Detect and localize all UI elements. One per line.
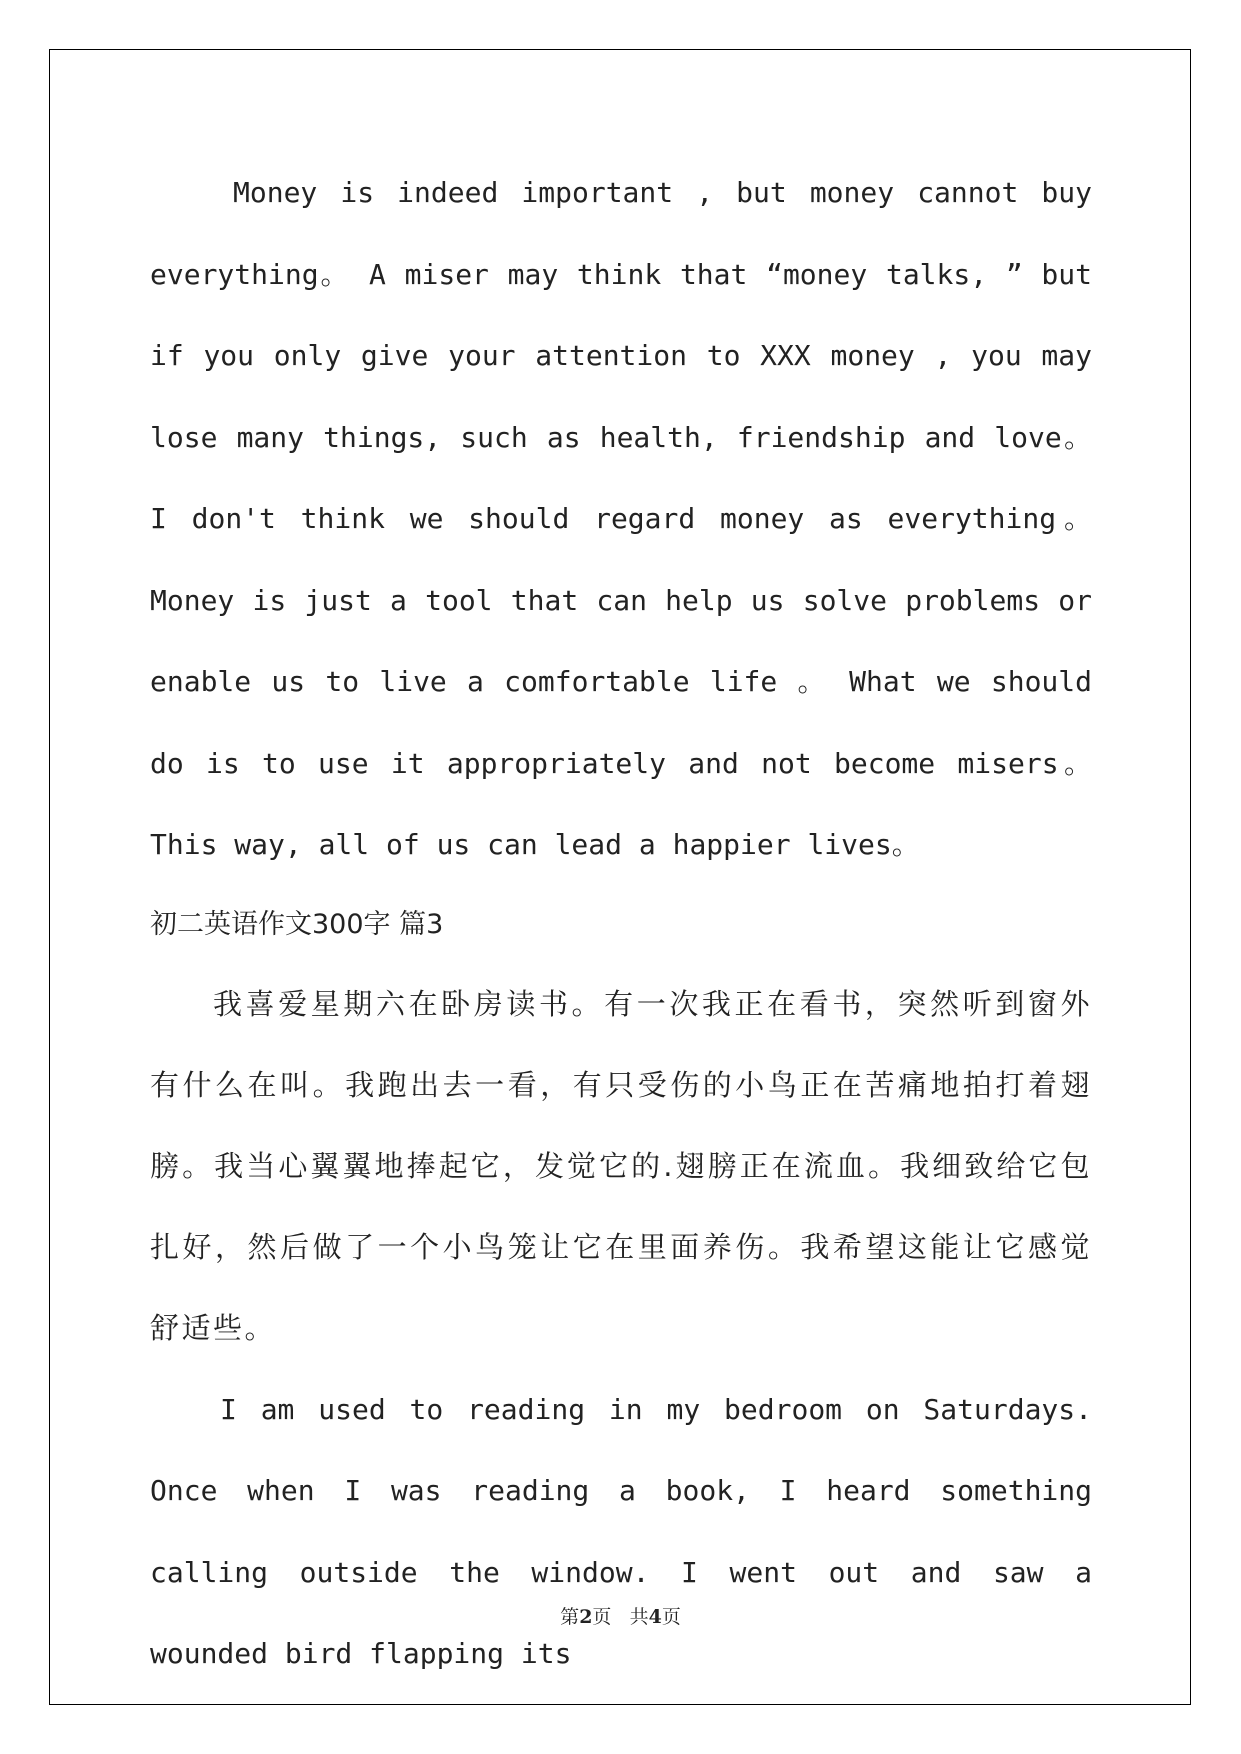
document-body <box>150 152 1092 1695</box>
footer-total-prefix: 共 <box>629 1606 649 1628</box>
footer-current-page: 2 <box>579 1606 593 1628</box>
paragraph-chinese: 我喜爱星期六在卧房读书。有一次我正在看书，突然听到窗外有什么在叫。我跑出去一看，有只受伤的小鸟正在苦痛地拍打着翅膀。我当心翼翼地捧起它，发觉它的.翅膀正在流血。我细致给它包扎好，然后做了一个小鸟笼让它在里面养伤。我希望这能让它感觉舒适些。 <box>150 986 1092 1345</box>
paragraph-english: I am used to reading in my bedroom on Saturdays. Once when I was reading a book, I heard something calling outside the window. I went out and saw a wounded bird flapping its <box>150 1392 1092 1670</box>
footer-total-pages: 4 <box>648 1606 662 1628</box>
section-heading: 初二英语作文300字 篇3 <box>150 908 444 940</box>
page-footer <box>0 1602 1241 1629</box>
paragraph-money: Money is indeed important , but money cannot buy everything。 A miser may think that “money talks, ” but if you only give your attention to XXX money , you may lose many things, such as health, friendship and love。 I don't think we should regard money as everything。 Money is just a tool that can help us solve problems or enable us to live a comfortable life 。 What we should do is to use it appropriately and not become misers。 This way, all of us can lead a happier lives。 <box>150 176 1092 861</box>
footer-prefix: 第 <box>560 1606 580 1628</box>
footer-total-unit: 页 <box>661 1606 681 1628</box>
footer-page-unit: 页 <box>592 1606 612 1628</box>
